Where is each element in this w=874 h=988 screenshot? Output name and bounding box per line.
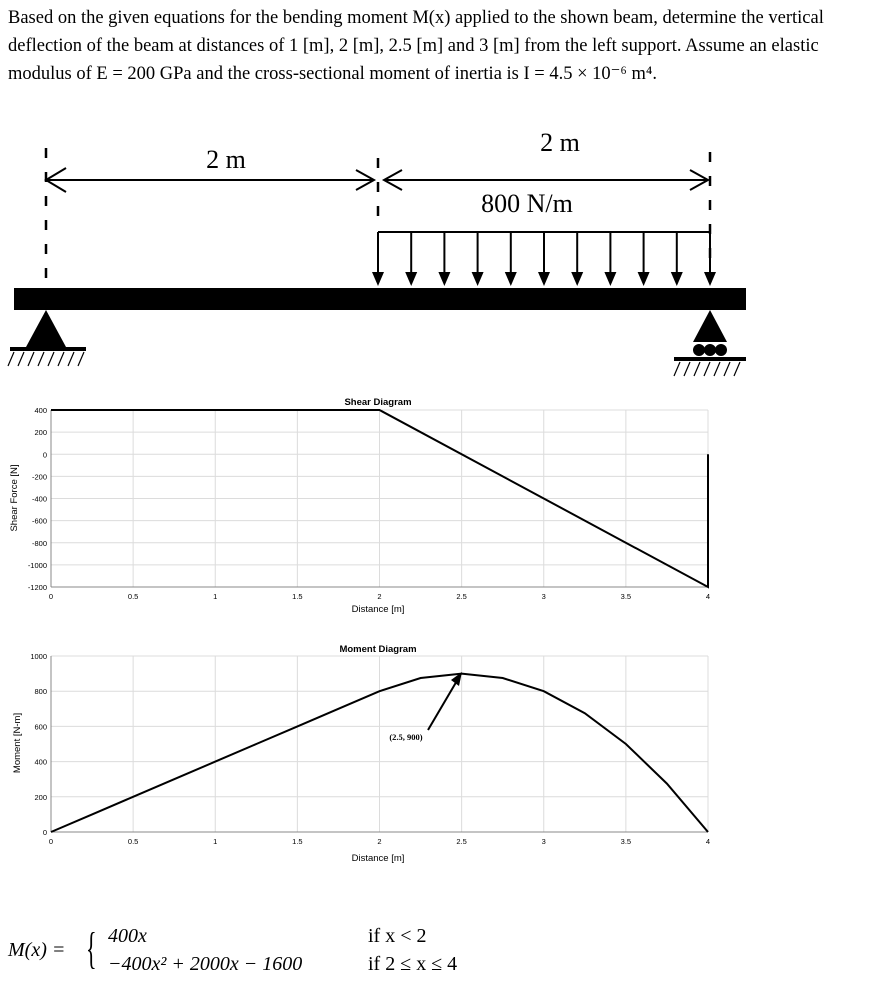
hatch-line	[714, 362, 720, 376]
load-arrow-head	[472, 272, 484, 286]
y-tick-label: 1000	[30, 652, 47, 661]
distributed-load-label: 800 N/m	[481, 189, 573, 218]
hatch-line	[38, 352, 44, 366]
equation-case-1: 400x	[108, 925, 147, 947]
equation-case-2: −400x² + 2000x − 1600	[108, 953, 303, 975]
y-tick-label: -400	[31, 494, 47, 504]
annotation-label: (2.5, 900)	[389, 732, 423, 742]
x-tick-label: 3	[541, 592, 546, 601]
pin-support	[26, 310, 66, 347]
roller-wheel-3	[715, 344, 727, 356]
x-tick-label: 0	[48, 592, 54, 601]
y-tick-label: -1000	[27, 560, 47, 570]
y-tick-label: 0	[42, 450, 47, 460]
hatch-line	[684, 362, 690, 376]
x-tick-label: 3	[541, 837, 546, 846]
moment-tick-labels	[30, 652, 710, 846]
y-tick-label: -1200	[27, 583, 47, 592]
x-tick-label: 0	[48, 837, 54, 846]
beam-body	[14, 288, 746, 310]
equation-condition-2: if 2 ≤ x ≤ 4	[368, 953, 458, 975]
x-tick-label: 2.5	[456, 592, 467, 601]
hatch-line	[28, 352, 34, 366]
hatch-line	[78, 352, 84, 366]
roller-support-base	[674, 357, 746, 361]
y-tick-label: 400	[34, 757, 47, 767]
equation-brace: {	[86, 924, 97, 973]
load-arrow-head	[405, 272, 417, 286]
span-label-left: 2 m	[206, 145, 246, 174]
x-tick-label: 1.5	[292, 837, 303, 846]
x-tick-label: 2	[377, 837, 382, 846]
y-tick-label: 600	[34, 722, 47, 732]
span-label-right: 2 m	[540, 128, 580, 157]
shear-ylabel: Shear Force [N]	[9, 464, 20, 532]
moment-title: Moment Diagram	[339, 644, 417, 655]
moment-chart	[12, 644, 710, 864]
y-tick-label: -200	[31, 472, 47, 482]
load-arrow-head	[638, 272, 650, 286]
roller-support	[693, 310, 727, 342]
problem-statement: Based on the given equations for the bending moment M(x) applied to the shown beam, determine the vertical deflection of the beam at distances of 1 [m], 2 [m], 2.5 [m] and 3 [m] from the left support. Assume an elastic modulus of E = 200 GPa and the cross-sectional moment of inertia is I = 4.5 × 10⁻⁶ m⁴.	[8, 8, 824, 84]
hatch-line	[18, 352, 24, 366]
hatch-line	[8, 352, 14, 366]
x-tick-label: 3.5	[620, 592, 632, 601]
load-arrow-head	[438, 272, 450, 286]
x-tick-label: 2.5	[456, 837, 467, 846]
shear-chart	[9, 397, 710, 615]
load-arrow-head	[571, 272, 583, 286]
ground-hatch-right	[674, 362, 740, 376]
hatch-line	[694, 362, 700, 376]
hatch-line	[58, 352, 64, 366]
moment-grid	[51, 656, 708, 832]
load-arrow-head	[372, 272, 384, 286]
ground-hatch-left	[8, 352, 84, 366]
hatch-line	[48, 352, 54, 366]
load-arrow-head	[704, 272, 716, 286]
load-arrow-head	[604, 272, 616, 286]
y-tick-label: 0	[42, 828, 47, 837]
y-tick-label: 200	[34, 792, 47, 802]
y-tick-label: -600	[31, 516, 47, 526]
moment-equation	[8, 925, 508, 981]
x-tick-label: 1	[213, 837, 218, 846]
moment-xlabel: Distance [m]	[351, 853, 405, 864]
x-tick-label: 4	[705, 592, 711, 601]
equation-lhs: M(x) =	[8, 939, 66, 961]
x-tick-label: 2	[377, 592, 382, 601]
load-arrows	[372, 232, 716, 286]
equation-condition-1: if x < 2	[368, 925, 427, 947]
load-arrow-head	[671, 272, 683, 286]
x-tick-label: 0.5	[127, 837, 139, 846]
y-tick-label: 200	[34, 428, 47, 438]
annotation-arrow	[428, 679, 458, 730]
y-tick-label: 800	[34, 687, 47, 697]
beam-diagram	[8, 128, 746, 376]
load-arrow-head	[538, 272, 550, 286]
shear-grid	[51, 410, 708, 587]
x-tick-label: 4	[705, 837, 711, 846]
shear-xlabel: Distance [m]	[351, 604, 405, 615]
roller-wheel-1	[693, 344, 705, 356]
shear-title: Shear Diagram	[344, 397, 412, 408]
pin-support-base	[10, 347, 86, 351]
x-tick-label: 3.5	[620, 837, 632, 846]
hatch-line	[68, 352, 74, 366]
y-tick-label: -800	[31, 538, 47, 548]
roller-wheel-2	[704, 344, 716, 356]
x-tick-label: 0.5	[127, 592, 139, 601]
hatch-line	[674, 362, 680, 376]
y-tick-label: 400	[34, 406, 47, 415]
moment-ylabel: Moment [N-m]	[12, 712, 23, 774]
shear-tick-labels	[28, 406, 710, 601]
hatch-line	[724, 362, 730, 376]
hatch-line	[704, 362, 710, 376]
x-tick-label: 1.5	[292, 592, 303, 601]
x-tick-label: 1	[213, 592, 218, 601]
hatch-line	[734, 362, 740, 376]
load-arrow-head	[505, 272, 517, 286]
